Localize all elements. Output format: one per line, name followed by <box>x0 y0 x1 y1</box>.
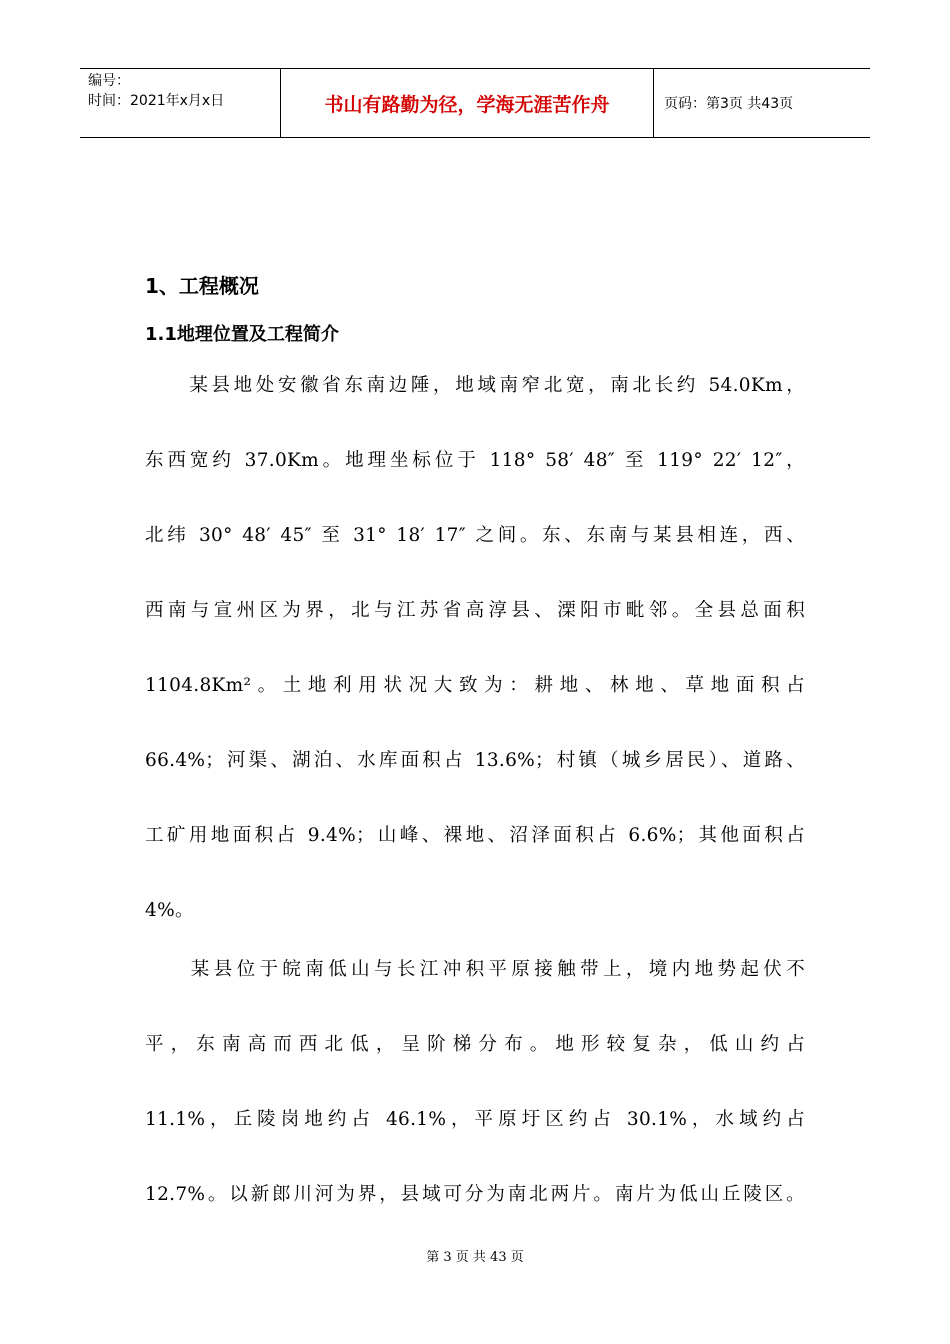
paragraph-line: 北纬 30° 48′ 45″ 至 31° 18′ 17″ 之间。东、东南与某县相连，西、 <box>145 525 805 546</box>
paragraph-line: 66.4%；河渠、湖泊、水库面积占 13.6%；村镇（城乡居民）、道路、 <box>145 750 805 771</box>
paragraph-line: 某县地处安徽省东南边陲，地域南窄北宽，南北长约 54.0Km， <box>145 375 805 396</box>
header-page-info: 页码：第3页 共43页 <box>664 96 794 112</box>
paragraph-line: 12.7%。以新郎川河为界，县域可分为南北两片。南片为低山丘陵区。 <box>145 1184 805 1205</box>
document-date: 时间：2021年x月x日 <box>88 93 225 109</box>
paragraph-line: 西南与宣州区为界，北与江苏省高淳县、溧阳市毗邻。全县总面积 <box>145 600 805 621</box>
paragraph-line: 1104.8Km²。土地利用状况大致为：耕地、林地、草地面积占 <box>145 675 805 696</box>
paragraph-location <box>145 373 805 973</box>
paragraph-line: 平，东南高而西北低，呈阶梯分布。地形较复杂，低山约占 <box>145 1034 805 1055</box>
paragraph-line: 4%。 <box>145 900 194 921</box>
paragraph-terrain <box>145 957 805 1257</box>
paragraph-line: 东西宽约 37.0Km。地理坐标位于 118° 58′ 48″ 至 119° 22′ 12″， <box>145 450 805 471</box>
document-number-label: 编号： <box>88 73 130 89</box>
page-header <box>80 68 870 138</box>
header-motto: 书山有路勤为径，学海无涯苦作舟 <box>280 69 654 137</box>
header-meta <box>80 69 280 137</box>
paragraph-line: 工矿用地面积占 9.4%；山峰、裸地、沼泽面积占 6.6%；其他面积占 <box>145 825 805 846</box>
subsection-heading: 1.1地理位置及工程简介 <box>145 324 339 345</box>
page-footer: 第 3 页 共 43 页 <box>426 1250 524 1265</box>
paragraph-line: 11.1%，丘陵岗地约占 46.1%，平原圩区约占 30.1%，水域约占 <box>145 1109 805 1130</box>
paragraph-line: 某县位于皖南低山与长江冲积平原接触带上，境内地势起伏不 <box>145 959 805 980</box>
section-heading: 1、工程概况 <box>145 274 259 298</box>
